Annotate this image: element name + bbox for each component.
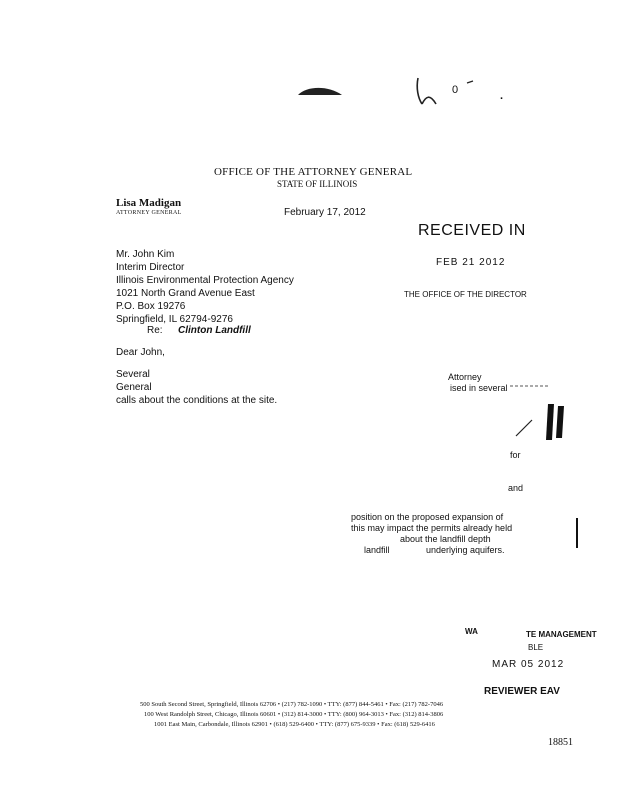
body-fragment: ised in several [450, 383, 508, 393]
re-subject: Clinton Landfill [178, 325, 251, 336]
handwritten-scribble [414, 74, 440, 108]
footer-address-line: 500 South Second Street, Springfield, Illinois 62706 • (217) 782-1090 • TTY: (877) 844-5461 • Fax: (217) 782-7046 [140, 701, 444, 708]
received-stamp-title: RECEIVED IN [418, 222, 526, 239]
recipient-agency: Illinois Environmental Protection Agency [116, 275, 294, 286]
received-stamp-date: FEB 21 2012 [436, 257, 506, 268]
margin-mark [574, 518, 580, 548]
body-line: about the landfill depth [400, 534, 491, 544]
dashed-mark [510, 384, 548, 388]
handwritten-mark: 0 [452, 84, 459, 96]
handwritten-dot: . [500, 90, 504, 102]
body-line: Several [116, 369, 150, 380]
body-left-column [116, 368, 277, 407]
review-stamp-top-right: TE MANAGEMENT [526, 630, 597, 639]
body-line: position on the proposed expansion of [351, 512, 504, 522]
recipient-street: 1021 North Grand Avenue East [116, 288, 255, 299]
body-line: this may impact the permits already held [351, 523, 513, 533]
recipient-po-box: P.O. Box 19276 [116, 301, 186, 312]
ink-mark [544, 402, 568, 442]
review-stamp-middle: BLE [528, 643, 544, 652]
body-line: General [116, 382, 152, 393]
body-line: landfill [364, 545, 390, 555]
body-fragment: and [508, 483, 524, 493]
recipient-title: Interim Director [116, 262, 185, 273]
ag-name: Lisa Madigan [116, 197, 182, 209]
body-fragment: for [510, 450, 521, 460]
footer-address-line: 1001 East Main, Carbondale, Illinois 62901 • (618) 529-6400 • TTY: (877) 675-9339 • Fax: (618) 529-6416 [154, 721, 435, 728]
body-line: underlying aquifers. [426, 545, 505, 555]
recipient-name: Mr. John Kim [116, 249, 175, 260]
ag-title: ATTORNEY GENERAL [116, 210, 182, 216]
review-stamp-reviewer: REVIEWER EAV [484, 686, 560, 697]
office-title: OFFICE OF THE ATTORNEY GENERAL [214, 166, 413, 178]
state-name: STATE OF ILLINOIS [277, 179, 358, 189]
recipient-address [116, 248, 294, 326]
body-line: calls about the conditions at the site. [116, 395, 278, 406]
letter-date: February 17, 2012 [284, 207, 366, 218]
footer-address-line: 100 West Randolph Street, Chicago, Illinois 60601 • (312) 814-3000 • TTY: (800) 964-3013 • Fax: (312) 814-3806 [144, 711, 444, 718]
received-stamp-office: THE OFFICE OF THE DIRECTOR [404, 290, 527, 299]
handwritten-tick [466, 80, 474, 88]
recipient-city: Springfield, IL 62794-9276 [116, 314, 233, 325]
salutation: Dear John, [116, 347, 165, 358]
top-smudge-mark [296, 84, 344, 98]
review-stamp-date: MAR 05 2012 [492, 659, 565, 670]
re-label: Re: [147, 325, 163, 336]
review-stamp-top-left: WA [465, 627, 478, 636]
page-number: 18851 [548, 737, 573, 748]
body-fragment: Attorney [448, 372, 482, 382]
handwritten-stroke [514, 418, 534, 438]
